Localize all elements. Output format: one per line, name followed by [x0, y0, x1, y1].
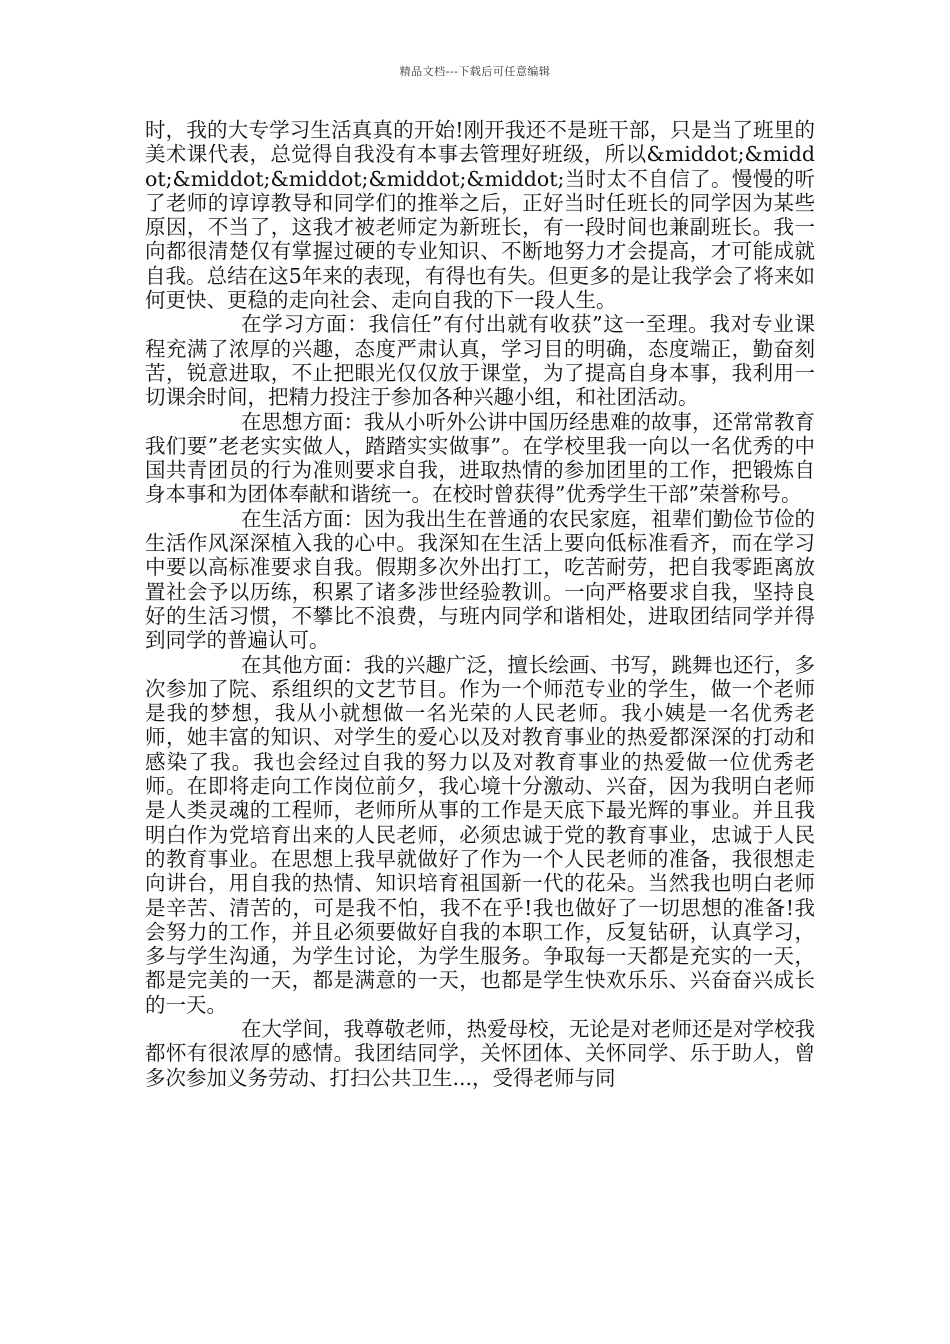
paragraph-thought: 在思想方面：我从小听外公讲中国历经患难的故事，还常常教育我们要”老老实实做人，踏踏实实做事”。在学校里我一向以一名优秀的中国共青团员的行为准则要求自我，进取热情的参加团里的工作，把锻炼自身本事和为团体奉献和谐统一。在校时曾获得”优秀学生干部”荣誉称号。: [145, 409, 815, 507]
paragraph-university: 在大学间，我尊敬老师，热爱母校，无论是对老师还是对学校我都怀有很浓厚的感情。我团结同学，关怀团体、关怀同学、乐于助人，曾多次参加义务劳动、打扫公共卫生...，受得老师与同: [145, 1016, 815, 1090]
paragraph-intro: 时，我的大专学习生活真真的开始!刚开我还不是班干部，只是当了班里的美术课代表，总觉得自我没有本事去管理好班级，所以&middot;&middot;&middot;&middot;&middot;&middot;当时太不自信了。慢慢的听了老师的谆谆教导和同学们的推举之后，正好当时任班长的同学因为某些原因，不当了，这我才被老师定为新班长，有一段时间也兼副班长。我一向都很清楚仅有掌握过硬的专业知识、不断地努力才会提高，才可能成就自我。总结在这5年来的表现，有得也有失。但更多的是让我学会了将来如何更快、更稳的走向社会、走向自我的下一段人生。: [145, 118, 815, 313]
paragraph-study: 在学习方面：我信任”有付出就有收获”这一至理。我对专业课程充满了浓厚的兴趣，态度严肃认真，学习目的明确，态度端正，勤奋刻苦，锐意进取，不止把眼光仅仅放于课堂，为了提高自身本事，我利用一切课余时间，把精力投注于参加各种兴趣小组，和社团活动。: [145, 312, 815, 410]
document-body: [145, 118, 815, 1090]
paragraph-life: 在生活方面：因为我出生在普通的农民家庭，祖辈们勤俭节俭的生活作风深深植入我的心中。我深知在生活上要向低标准看齐，而在学习中要以高标准要求自我。假期多次外出打工，吃苦耐劳，把自我零距离放置社会予以历练，积累了诸多涉世经验教训。一向严格要求自我，坚持良好的生活习惯，不攀比不浪费，与班内同学和谐相处，进取团结同学并得到同学的普遍认可。: [145, 506, 815, 653]
page-header: 精品文档---下载后可任意编辑: [399, 65, 551, 78]
paragraph-other: 在其他方面：我的兴趣广泛，擅长绘画、书写，跳舞也还行，多次参加了院、系组织的文艺节目。作为一个师范专业的学生，做一个老师是我的梦想，我从小就想做一名光荣的人民老师。我小姨是一名优秀老师，她丰富的知识、对学生的爱心以及对教育事业的热爱都深深的打动和感染了我。我也会经过自我的努力以及对教育事业的热爱做一位优秀老师。在即将走向工作岗位前夕，我心境十分激动、兴奋，因为我明白老师是人类灵魂的工程师，老师所从事的工作是天底下最光辉的事业。并且我明白作为党培育出来的人民老师，必须忠诚于党的教育事业，忠诚于人民的教育事业。在思想上我早就做好了作为一个人民老师的准备，我很想走向讲台，用自我的热情、知识培育祖国新一代的花朵。当然我也明白老师是辛苦、清苦的，可是我不怕，我不在乎!我也做好了一切思想的准备!我会努力的工作，并且必须要做好自我的本职工作，反复钻研，认真学习，多与学生沟通，为学生讨论，为学生服务。争取每一天都是充实的一天，都是完美的一天，都是满意的一天，也都是学生快欢乐乐、兴奋奋兴成长的一天。: [145, 652, 815, 1017]
